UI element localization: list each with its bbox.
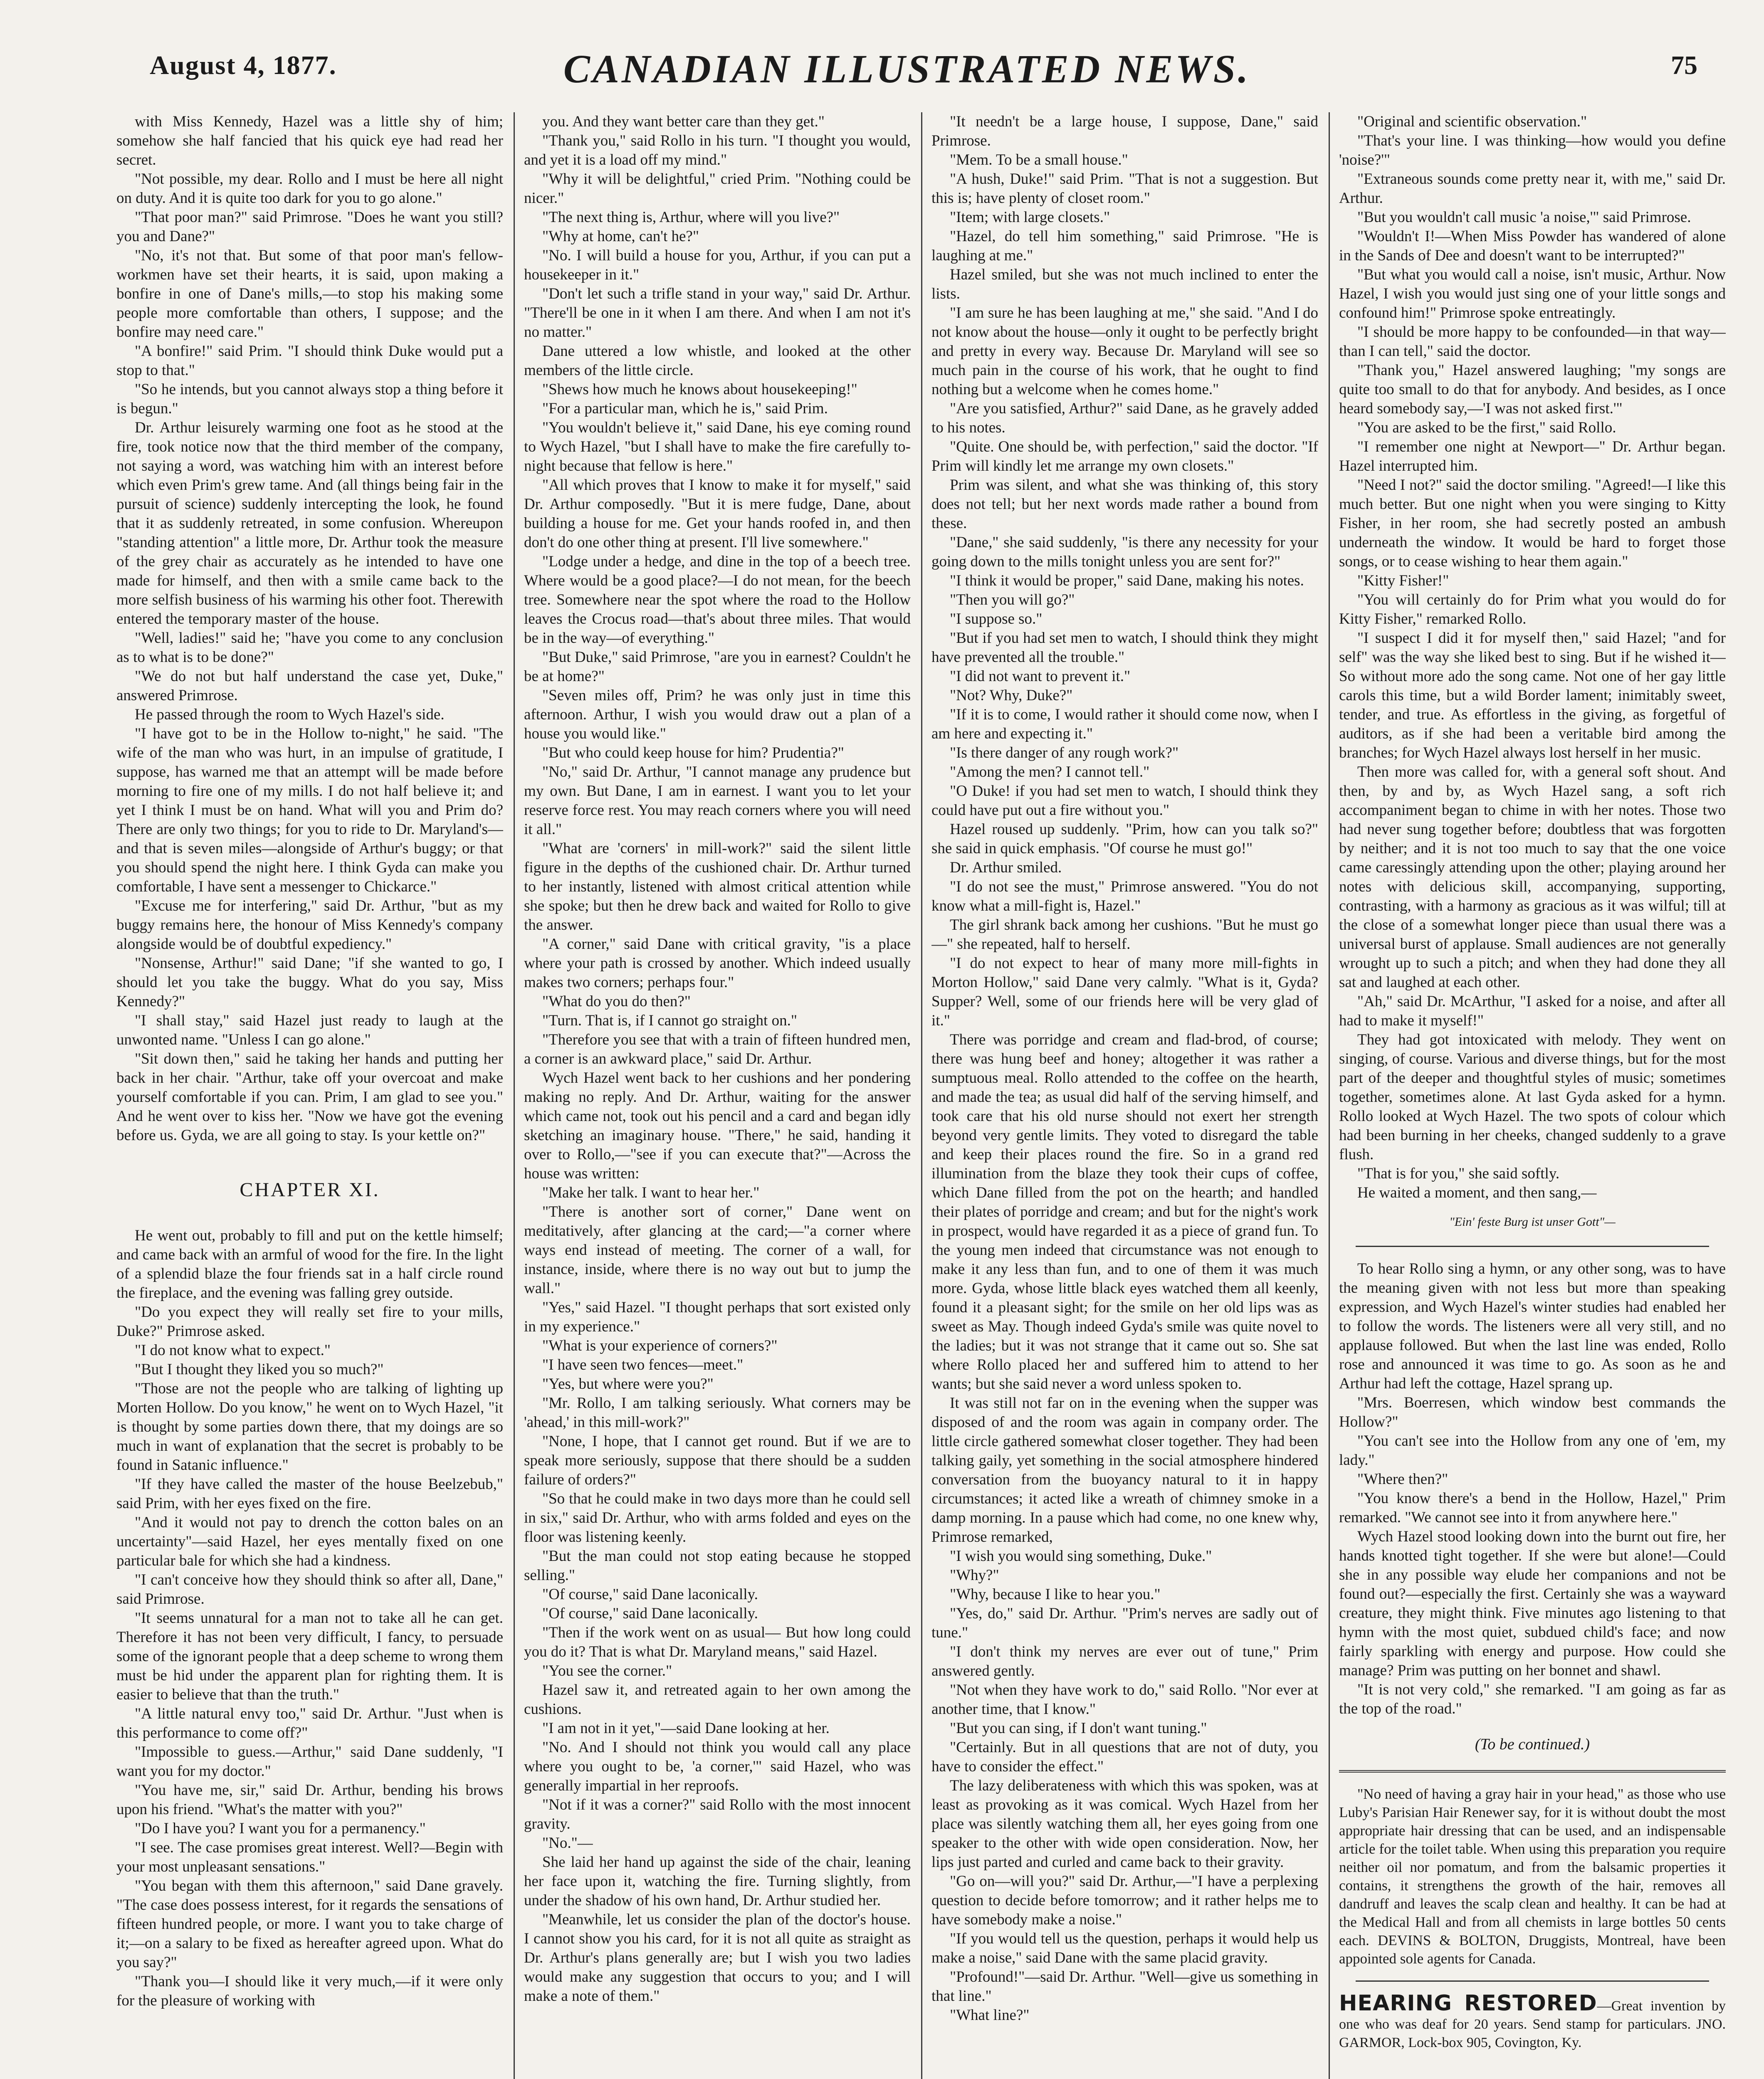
paragraph: "It needn't be a large house, I suppose, Dane," said Primrose. (931, 113, 1318, 149)
paragraph: Hazel saw it, and retreated again to her own among the cushions. (524, 1681, 911, 1718)
paragraph: "But if you had set men to watch, I should think they might have prevented all the trouble." (931, 630, 1318, 666)
advert-hearing-text: —Great invention by one who was deaf for 20 years. Send stamp for particulars. JNO. GARMOR, Lock-box 905, Covington, Ky. (1339, 1998, 1726, 2050)
paragraph: "Yes, do," said Dr. Arthur. "Prim's nerves are sadly out of tune." (931, 1605, 1318, 1641)
paragraph: "Why it will be delightful," cried Prim. "Nothing could be nicer." (524, 170, 911, 207)
paragraph: "I suppose so." (950, 610, 1043, 627)
paragraph: "Then you will go?" (950, 591, 1075, 608)
paragraph: "Wouldn't I!—When Miss Powder has wandered of alone in the Sands of Dee and doesn't want to be interrupted?" (1339, 228, 1726, 264)
paragraph: "There is another sort of corner," Dane went on meditatively, after glancing at the card;—"a corner where ways end instead of meeting. The corner of a wall, for instance, inside, where there is no way out but to jump the wall." (524, 1203, 911, 1297)
paragraph: "But I thought they liked you so much?" (135, 1361, 384, 1378)
paragraph: "Is there danger of any rough work?" (950, 744, 1179, 761)
paragraph: "O Duke! if you had set men to watch, I should think they could have put out a fire without you." (931, 783, 1318, 819)
paragraph: "You wouldn't believe it," said Dane, his eye coming round to Wych Hazel, "but I shall have to make the fire carefully to-night because that fellow is here." (524, 419, 911, 474)
paragraph: "The next thing is, Arthur, where will you live?" (542, 209, 840, 226)
paragraph: "I am sure he has been laughing at me," she said. "And I do not know about the house—only it ought to be perfectly bright and pretty in every way. Because Dr. Maryland will see so much pain in the course of his work, that he ought to find nothing but a welcome when he comes home." (931, 304, 1318, 398)
paragraph: "Yes," said Hazel. "I thought perhaps that sort existed only in my experience." (524, 1299, 911, 1335)
to-be-continued: (To be continued.) (1475, 1736, 1590, 1753)
column-3 (931, 112, 1318, 2079)
paragraph: "Mem. To be a small house." (950, 151, 1128, 168)
paragraph: "A corner," said Dane with critical gravity, "is a place where your path is crossed by another. Which indeed usually makes two corners; perhaps four." (524, 936, 911, 991)
paragraph: "Why at home, can't he?" (542, 228, 699, 245)
paragraph: "But what you would call a noise, isn't music, Arthur. Now Hazel, I wish you would just sing one of your little songs and confound him!" Primrose spoke entreatingly. (1339, 266, 1726, 321)
article-columns (116, 112, 1734, 2079)
paragraph: Hazel roused up suddenly. "Prim, how can you talk so?" she said in quick emphasis. "Of course he must go!" (931, 821, 1318, 857)
paragraph: Wych Hazel stood looking down into the burnt out fire, her hands knotted tight together. If she were but alone!—Could she in any possible way elude her companions and not be found out?—especially the first. Certainly she was a wayward creature, they might think. Five minutes ago listening to that hymn with the most quiet, subdued child's face; and now fairly sparkling with energy and purpose. How could she manage? Prim was putting on her bonnet and shawl. (1339, 1528, 1726, 1679)
paragraph: "Turn. That is, if I cannot go straight on." (542, 1012, 797, 1029)
paragraph: "You can't see into the Hollow from any one of 'em, my lady." (1339, 1432, 1726, 1469)
paragraph: "I do not expect to hear of many more mill-fights in Morton Hollow," said Dane very calmly. "What is it, Gyda? Supper? Well, some of our friends here will be very glad of it." (931, 955, 1318, 1029)
paragraph: "And it would not pay to drench the cotton bales on an uncertainty"—said Hazel, her eyes mentally fixed on one particular bale for which she had a kindness. (116, 1514, 503, 1569)
paragraph: "Quite. One should be, with perfection," said the doctor. "If Prim will kindly let me arrange my own closets." (931, 438, 1318, 474)
paragraph: "Don't let such a trifle stand in your way," said Dr. Arthur. "There'll be one in it when I am there. And when I am not it's no matter." (524, 285, 911, 341)
paragraph: "Thank you," said Rollo in his turn. "I thought you would, and yet it is a load off my mind." (524, 132, 911, 168)
paragraph: "You know there's a bend in the Hollow, Hazel," Prim remarked. "We cannot see into it from anywhere here." (1339, 1490, 1726, 1526)
paragraph: "Yes, but where were you?" (542, 1375, 714, 1393)
paragraph: "Not if it was a corner?" said Rollo with the most innocent gravity. (524, 1796, 911, 1832)
paragraph: "That is for you," she said softly. (1357, 1165, 1560, 1182)
paragraph: "It seems unnatural for a man not to take all he can get. Therefore it has not been very difficult, I fancy, to persuade some of the ignorant people that a deep scheme to wrong them must be hid under the apparent plan for righting them. It is easier to believe that than the truth." (116, 1610, 503, 1703)
paragraph: "I do not know what to expect." (135, 1342, 331, 1359)
paragraph: "I suspect I did it for myself then," said Hazel; "and for self" was the way she liked best to sing. But if he wished it— So without more ado the song came. Not one of her gay little carols this time, but a wild Border lament; inimitably sweet, tender, and true. As effortless in the giving, as forgetful of auditors, as if she had been a veritable bird among the branches; for Wych Hazel always lost herself in her music. (1339, 630, 1726, 761)
paragraph: "So that he could make in two days more than he could sell in six," said Dr. Arthur, who with arms folded and eyes on the floor was listening keenly. (524, 1490, 911, 1546)
paragraph: The lazy deliberateness with which this was spoken, was at least as provoking as it was comical. Wych Hazel from her place was silently watching them all, her eyes going from one speaker to the other with wide open consideration. Now, her lips just parted and curled and came back to their gravity. (931, 1777, 1318, 1871)
paragraph: "But you can sing, if I don't want tuning." (950, 1720, 1207, 1737)
paragraph: "That's your line. I was thinking—how would you define 'noise?'" (1339, 132, 1726, 168)
paragraph: "I should be more happy to be confounded—in that way—than I can tell," said the doctor. (1339, 323, 1726, 360)
paragraph: "Among the men? I cannot tell." (950, 763, 1150, 780)
paragraph: "Go on—will you?" said Dr. Arthur,—"I have a perplexing question to decide before tomorrow; and it rather helps me to have somebody make a noise." (931, 1873, 1318, 1928)
paragraph: "You will certainly do for Prim what you would do for Kitty Fisher," remarked Rollo. (1339, 591, 1726, 627)
paragraph: "What do you do then?" (542, 993, 691, 1010)
paragraph: "Shews how much he knows about housekeeping!" (542, 381, 857, 398)
paragraph: "What line?" (950, 2007, 1030, 2024)
paragraph: "I see. The case promises great interest. Well?—Begin with your most unpleasant sensations." (116, 1839, 503, 1875)
paragraph: "If it is to come, I would rather it should come now, when I am here and expecting it." (931, 706, 1318, 742)
paragraph: They had got intoxicated with melody. They went on singing, of course. Various and diverse things, but for the most part of the deeper and thoughtful styles of music; sometimes together, sometimes alone. At last Gyda asked for a hymn. Rollo looked at Wych Hazel. The two spots of colour which had been burning in her cheeks, changed suddenly to a grave flush. (1339, 1031, 1726, 1163)
paragraph: "I don't think my nerves are ever out of tune," Prim answered gently. (931, 1643, 1318, 1679)
paragraph: "Need I not?" said the doctor smiling. "Agreed!—I like this much better. But one night when you were singing to Kitty Fisher, in her room, she had secretly posted an ambush underneath the window. It would be hard to forget those songs, or to cease wishing to hear them again." (1339, 477, 1726, 570)
paragraph: "But the man could not stop eating because he stopped selling." (524, 1548, 911, 1584)
paragraph: you. And they want better care than they get." (542, 113, 825, 130)
hymn-title: "Ein' feste Burg ist unser Gott"— (1449, 1215, 1616, 1229)
paragraph: "What are 'corners' in mill-work?" said the silent little figure in the depths of the cushioned chair. Dr. Arthur turned to her instantly, listened with almost critical attention while she spoke; but then he drew back and waited for Rollo to give the answer. (524, 840, 911, 933)
paragraph: "Therefore you see that with a train of fifteen hundred men, a corner is an awkward place," said Dr. Arthur. (524, 1031, 911, 1067)
paragraph: "Thank you—I should like it very much,—if it were only for the pleasure of working with (116, 1973, 503, 2009)
column-2 (524, 112, 911, 2079)
paragraph: "Sit down then," said he taking her hands and putting her back in her chair. "Arthur, take off your overcoat and make yourself comfortable if you can. Prim, I am glad to see you." And he went over to kiss her. "Now we have got the evening before us. Gyda, we are all going to stay. Is your kettle on?" (116, 1050, 503, 1144)
paragraph: "I wish you would sing something, Duke." (950, 1548, 1212, 1565)
paragraph: "Extraneous sounds come pretty near it, with me," said Dr. Arthur. (1339, 170, 1726, 207)
paragraph: "No."— (542, 1835, 593, 1852)
paragraph: "Of course," said Dane laconically. (542, 1605, 758, 1622)
paragraph: "But you wouldn't call music 'a noise,'" said Primrose. (1357, 209, 1691, 226)
paragraph: "Then if the work went on as usual— But how long could you do it? That is what Dr. Maryland means," said Hazel. (524, 1624, 911, 1660)
paragraph: "You see the corner." (542, 1662, 672, 1679)
paragraph: "None, I hope, that I cannot get round. But if we are to speak more seriously, suppose that there should be a sudden failure of orders?" (524, 1433, 911, 1488)
paragraph: "Make her talk. I want to hear her." (542, 1184, 760, 1201)
paragraph: "Do you expect they will really set fire to your mills, Duke?" Primrose asked. (116, 1304, 503, 1340)
paragraph: "A little natural envy too," said Dr. Arthur. "Just when is this performance to come off?" (116, 1705, 503, 1741)
paragraph: Dr. Arthur smiled. (950, 859, 1062, 876)
paragraph: Dr. Arthur leisurely warming one foot as he stood at the fire, took notice now that the third member of the company, not saying a word, was watching him with an interest before which even Prim's grew tame. And (all things being fair in the pursuit of science) suddenly intercepting the look, he found that it as suddenly retreated, in some confusion. Whereupon "standing attention" a little more, Dr. Arthur took the measure of the grey chair as accurately as he intended to have one made for himself, and then with a smile came back to the more selfish business of his warming his other foot. Therewith entered the temporary master of the house. (116, 419, 503, 627)
paragraph: To hear Rollo sing a hymn, or any other song, was to have the meaning given with not less but more than speaking expression, and Wych Hazel's winter studies had enabled her to follow the words. The listeners were all very still, and no applause followed. But when the last line was ended, Rollo rose and announced it was time to go. As soon as he and Arthur had left the cottage, Hazel sprang up. (1339, 1260, 1726, 1392)
paragraph: "I think it would be proper," said Dane, making his notes. (950, 572, 1304, 589)
paragraph: "I shall stay," said Hazel just ready to laugh at the unwonted name. "Unless I can go alone." (116, 1012, 503, 1048)
paragraph: "I have seen two fences—meet." (542, 1356, 744, 1373)
paragraph: "Profound!"—said Dr. Arthur. "Well—give us something in that line." (931, 1968, 1318, 2005)
paragraph: "Seven miles off, Prim? he was only just in time this afternoon. Arthur, I wish you would draw out a plan of a house you would like." (524, 687, 911, 742)
paragraph: "Excuse me for interfering," said Dr. Arthur, "but as my buggy remains here, the honour of Miss Kennedy's company alongside would be of doubtful expediency." (116, 897, 503, 953)
paragraph: "Are you satisfied, Arthur?" said Dane, as he gravely added to his notes. (931, 400, 1318, 436)
paragraph: "Nonsense, Arthur!" said Dane; "if she wanted to go, I should let you take the buggy. What do you say, Miss Kennedy?" (116, 955, 503, 1010)
paragraph: "No, it's not that. But some of that poor man's fellow-workmen have set their hearts, it is said, upon making a bonfire in one of Dane's mills,—to stop his making some people more comfortable than others, I suppose; and the bonfire may need care." (116, 247, 503, 341)
paragraph: "A bonfire!" said Prim. "I should think Duke would put a stop to that." (116, 343, 503, 379)
paragraph: "I have got to be in the Hollow to-night," he said. "The wife of the man who was hurt, in an impulse of gratitude, I suppose, has warned me that an attempt will be made before morning to fire one of my mills. I do not half believe it; and yet I think I must be on hand. What will you and Prim do? There are only two things; for you to ride to Dr. Maryland's—and that is seven miles—alongside of Arthur's buggy; or that you should spend the night here. I think Gyda can make you comfortable, I have sent a messenger to Chickarce." (116, 725, 503, 895)
paragraph: Prim was silent, and what she was thinking of, this story does not tell; but her next words made rather a bound from these. (931, 477, 1318, 532)
paragraph: "For a particular man, which he is," said Prim. (542, 400, 828, 417)
paragraph: "You are asked to be the first," said Rollo. (1357, 419, 1616, 436)
paragraph: "Mr. Rollo, I am talking seriously. What corners may be 'ahead,' in this mill-work?" (524, 1395, 911, 1431)
paragraph: "Impossible to guess.—Arthur," said Dane suddenly, "I want you for my doctor." (116, 1743, 503, 1780)
paragraph: "Not when they have work to do," said Rollo. "Nor ever at another time, that I know." (931, 1681, 1318, 1718)
paragraph: "Those are not the people who are talking of lighting up Morten Hollow. Do you know," he went on to Wych Hazel, "it is thought by some parties down there, that my doings are so much in want of explanation that the secret is probably to be found in Satanic influence." (116, 1380, 503, 1474)
masthead (100, 42, 1714, 104)
paragraph: "But who could keep house for him? Prudentia?" (542, 744, 844, 761)
paragraph: The girl shrank back among her cushions. "But he must go—" she repeated, half to herself. (931, 916, 1318, 953)
paragraph: Dane uttered a low whistle, and looked at the other members of the little circle. (524, 343, 911, 379)
paragraph: "We do not but half understand the case yet, Duke," answered Primrose. (116, 668, 503, 704)
paragraph: Hazel smiled, but she was not much inclined to enter the lists. (931, 266, 1318, 302)
paragraph: "No. I will build a house for you, Arthur, if you can put a housekeeper in it." (524, 247, 911, 283)
paragraph: "I can't conceive how they should think so after all, Dane," said Primrose. (116, 1571, 503, 1607)
paragraph: Wych Hazel went back to her cushions and her pondering making no reply. And Dr. Arthur, waiting for the answer which came not, took out his pencil and a card and began idly sketching an imaginary house. "There," he said, handing it over to Rollo,—"see if you can execute that?"—Across the house was written: (524, 1069, 911, 1182)
paragraph: She laid her hand up against the side of the chair, leaning her face upon it, watching the fire. Turning slightly, from under the shadow of his own hand, Dr. Arthur studied her. (524, 1854, 911, 1909)
paragraph: It was still not far on in the evening when the supper was disposed of and the room was again in company order. The little circle gathered somewhat closer together. They had been talking gaily, yet something in the social atmosphere hindered conversation from the buoyancy natural to it in happy circumstances; it acted like a wreath of chimney smoke in a damp morning. In a pause which had come, no one knew why, Primrose remarked, (931, 1395, 1318, 1546)
paragraph: "No," said Dr. Arthur, "I cannot manage any prudence but my own. But Dane, I am in earnest. I want you to let your reserve force rest. You may reach corners where you will need it all." (524, 763, 911, 838)
chapter-heading: CHAPTER XI. (240, 1179, 380, 1201)
divider (1356, 1980, 1709, 1982)
paragraph: "I do not see the must," Primrose answered. "You do not know what a mill-fight is, Hazel." (931, 878, 1318, 914)
paragraph: "Well, ladies!" said he; "have you come to any conclusion as to what is to be done?" (116, 630, 503, 666)
paragraph: "Kitty Fisher!" (1357, 572, 1449, 589)
paragraph: He went out, probably to fill and put on the kettle himself; and came back with an armful of wood for the fire. In the light of a splendid blaze the four friends sat in a half circle round the fireplace, and the evening was falling grey outside. (116, 1227, 503, 1301)
paragraph: "You began with them this afternoon," said Dane gravely. "The case does possess interest, for it regards the sensations of fifteen hundred people, or more. I want you to take charge of it;—on a salary to be fixed as hereafter agreed upon. What do you say?" (116, 1877, 503, 1971)
paragraph: "It is not very cold," she remarked. "I am going as far as the top of the road." (1339, 1681, 1726, 1717)
paragraph: "Lodge under a hedge, and dine in the top of a beech tree. Where would be a good place?—I do not mean, for the beech tree. Somewhere near the spot where the road to the Hollow leaves the Crocus road—that's about three miles. That would be in the way—of everything." (524, 553, 911, 647)
issue-date: August 4, 1877. (150, 50, 337, 80)
paragraph: "Not? Why, Duke?" (950, 687, 1073, 704)
paragraph: "All which proves that I know to make it for myself," said Dr. Arthur composedly. "But it is mere fudge, Dane, about building a house for me. Get your hands roofed in, and then don't do one other thing at present. I'll live somewhere." (524, 477, 911, 551)
paragraph: "So he intends, but you cannot always stop a thing before it is begun." (116, 381, 503, 417)
column-1 (116, 112, 503, 2079)
paragraph: "That poor man?" said Primrose. "Does he want you still? you and Dane?" (116, 209, 503, 245)
paragraph: "Where then?" (1357, 1471, 1448, 1488)
paragraph: "If you would tell us the question, perhaps it would help us make a noise," said Dane with the same placid gravity. (931, 1930, 1318, 1966)
paragraph: There was porridge and cream and flad-brod, of course; there was hung beef and honey; altogether it was rather a sumptuous meal. Rollo attended to the coffee on the hearth, and made the tea; as usual did half of the serving himself, and took care that his old nurse should not exert her strength beyond very gentle limits. They voted to disregard the table and keep their places round the fire. So in a grand red illumination from the blaze they took their cups of coffee, which Dane filled from the pot on the hearth; and handled their plates of porridge and cream; and but for the night's work in prospect, would have regarded it as a piece of grand fun. To the young men indeed that circumstance was not enough to make it any less than fun, and to one of them it was much more. Gyda, whose little black eyes watched them all keenly, found it a pleasant sight; for the smile on her old lips was as sweet as May. Though indeed Gyda's smile was quite novel to the ladies; but it was not strange that it came out so. She sat where Rollo placed her and suffered him to attend to her wants; but she said never a word unless spoken to. (931, 1031, 1318, 1393)
divider (1356, 1246, 1709, 1247)
divider (1339, 1770, 1726, 1773)
paragraph: "Certainly. But in all questions that are not of duty, you have to consider the effect." (931, 1739, 1318, 1775)
paragraph: "You have me, sir," said Dr. Arthur, bending his brows upon his friend. "What's the matter with you?" (116, 1782, 503, 1818)
paper-title: CANADIAN ILLUSTRATED NEWS. (563, 47, 1251, 91)
advert-hair-renewer: "No need of having a gray hair in your head," as those who use Luby's Parisian Hair Renewer say, for it is without doubt the most appropriate hair dressing that can be used, and an indispensable article for the toilet table. When using this preparation you require neither oil nor pomatum, and from the balsamic properties it contains, it strengthens the growth of the hair, removes all dandruff and leaves the scalp clean and healthy. It can be had at the Medical Hall and from all chemists in large bottles 50 cents each. DEVINS & BOLTON, Druggists, Montreal, have been appointed sole agents for Canada. (1339, 1786, 1726, 1967)
paragraph: "What is your experience of corners?" (542, 1337, 778, 1354)
paragraph: "I am not in it yet,"—said Dane looking at her. (542, 1720, 830, 1737)
paragraph: "Not possible, my dear. Rollo and I must be here all night on duty. And it is quite too dark for you to go alone." (116, 170, 503, 207)
paragraph: "A hush, Duke!" said Prim. "That is not a suggestion. But this is; have plenty of closet room." (931, 170, 1318, 207)
paragraph: "Meanwhile, let us consider the plan of the doctor's house. I cannot show you his card, for it is not all quite as straight as Dr. Arthur's plans generally are; but I wish you two ladies would make any suggestion that occurs to you; and I will make a note of them." (524, 1911, 911, 2005)
paragraph: "Ah," said Dr. McArthur, "I asked for a noise, and after all had to make it myself!" (1339, 993, 1726, 1029)
paragraph: "No. And I should not think you would call any place where you ought to be, 'a corner,'" said Hazel, who was generally impartial in her reproofs. (524, 1739, 911, 1794)
paragraph: He waited a moment, and then sang,— (1357, 1184, 1597, 1201)
paragraph: "Dane," she said suddenly, "is there any necessity for your going down to the mills tonight unless you are sent for?" (931, 534, 1318, 570)
paragraph: "Mrs. Boerresen, which window best commands the Hollow?" (1339, 1394, 1726, 1430)
paragraph: "Why?" (950, 1567, 999, 1584)
column-4 (1339, 112, 1726, 2079)
page-number: 75 (1671, 50, 1697, 80)
advert-hearing-title: HEARING RESTORED (1339, 1991, 1597, 2016)
advert-hearing-restored (1339, 1991, 1726, 2052)
paragraph: "I remember one night at Newport—" Dr. Arthur began. Hazel interrupted him. (1339, 438, 1726, 474)
paragraph: "I did not want to prevent it." (950, 668, 1131, 685)
paragraph: "Item; with large closets." (950, 209, 1110, 226)
paragraph: "Hazel, do tell him something," said Primrose. "He is laughing at me." (931, 228, 1318, 264)
paragraph: "Original and scientific observation." (1357, 113, 1587, 130)
paragraph: "Why, because I like to hear you." (950, 1586, 1161, 1603)
paragraph: "If they have called the master of the house Beelzebub," said Prim, with her eyes fixed on the fire. (116, 1476, 503, 1512)
paragraph: "Of course," said Dane laconically. (542, 1586, 758, 1603)
paragraph: with Miss Kennedy, Hazel was a little shy of him; somehow she half fancied that his quick eye had read her secret. (116, 113, 503, 168)
paragraph: "But Duke," said Primrose, "are you in earnest? Couldn't he be at home?" (524, 649, 911, 685)
paragraph: "Thank you," Hazel answered laughing; "my songs are quite too small to do that for anybody. And besides, as I once heard somebody say,—'I was not asked first.'" (1339, 362, 1726, 417)
paragraph: He passed through the room to Wych Hazel's side. (135, 706, 445, 723)
paragraph: "Do I have you? I want you for a permanency." (135, 1820, 426, 1837)
paragraph: Then more was called for, with a general soft shout. And then, by and by, as Wych Hazel sang, a soft rich accompaniment began to chime in with her notes. Those two had never sung together before; doubtless that was forgotten by neither; and it is not too much to say that the one voice came caressingly attending upon the other; playing around her notes with delicious skill, accompanying, supporting, contrasting, with a harmony as gracious as it was wilful; till at the close of a somewhat longer piece than usual there was a universal burst of applause. Small audiences are not generally wrought up to such a pitch; and when they had done they all sat and laughed at each other. (1339, 763, 1726, 991)
